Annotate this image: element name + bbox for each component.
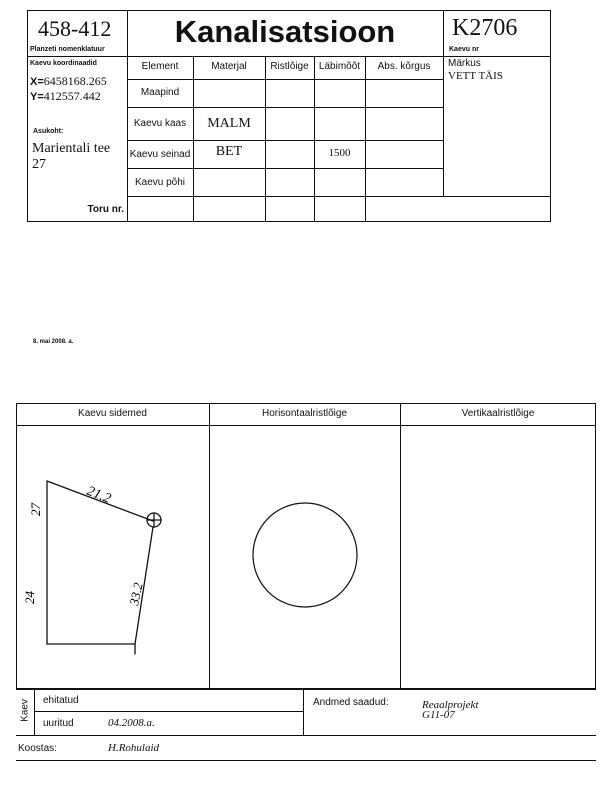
footer-side-label: Kaev	[19, 699, 31, 722]
footer-mid-divider	[303, 689, 304, 735]
table-header-divider	[127, 79, 443, 80]
coordinate-x-value: 6458168.265	[43, 74, 107, 88]
row-label-walls: Kaevu seinad	[129, 149, 191, 160]
row-label-ground: Maapind	[140, 87, 180, 98]
drawings-col-divider-2	[400, 403, 401, 689]
built-label: ehitatud	[43, 695, 79, 706]
coordinate-x	[30, 74, 107, 89]
table-col-divider-1	[193, 56, 194, 222]
footer-side-divider	[34, 689, 35, 735]
surveyed-date: 04.2008.a.	[108, 717, 155, 729]
table-col-divider-3	[314, 56, 315, 222]
compiled-label: Koostas:	[18, 743, 57, 754]
well-number-label: Kaevu nr	[449, 46, 479, 53]
footer-bottom-line	[16, 735, 596, 736]
table-col-divider-2	[265, 56, 266, 222]
drawing-header-vertical: Vertikaalristlõige	[461, 408, 535, 419]
coordinate-y	[30, 89, 101, 104]
drawing-header-connections: Kaevu sidemed	[78, 408, 147, 419]
row-label-cover: Kaevu kaas	[133, 118, 187, 129]
connections-sketch	[16, 426, 209, 688]
remarks-text: VETT TÄIS	[448, 70, 503, 82]
location-line2: 27	[32, 157, 46, 172]
document-title: Kanalisatsioon	[174, 14, 396, 49]
sketch-label-right: 33.2	[126, 581, 146, 607]
footer-row-divider	[34, 711, 303, 712]
footer-top-line	[16, 689, 596, 690]
horizontal-section	[210, 426, 400, 688]
nomenclature-number: 458-412	[38, 16, 112, 41]
location-line1: Marientali tee	[32, 141, 111, 156]
coordinate-y-value: 412557.442	[43, 89, 101, 103]
date-note: 8. mai 2008. a.	[33, 339, 74, 345]
col-header-diameter: Läbimõõt	[318, 61, 361, 72]
header-divider	[27, 56, 551, 57]
col-header-section: Ristlõige	[270, 61, 309, 72]
coordinate-x-prefix: X=	[30, 76, 44, 88]
table-row-divider-2	[127, 140, 443, 141]
sketch-label-top: 21.2	[84, 483, 113, 507]
walls-material: BET	[215, 144, 243, 159]
nomenclature-label: Planzeti nomenklatuur	[30, 46, 105, 53]
col-header-element: Element	[141, 61, 179, 72]
col-header-elevation: Abs. kõrgus	[377, 61, 431, 72]
compiled-by: H.Rohulaid	[108, 742, 160, 754]
col-header-material: Materjal	[211, 61, 247, 72]
row-label-bottom: Kaevu põhi	[134, 177, 186, 188]
footer-signature-line	[16, 760, 596, 761]
surveyed-label: uuritud	[43, 718, 74, 729]
table-row-divider-4	[127, 196, 551, 197]
table-col-divider-4	[365, 56, 366, 222]
table-row-divider-3	[127, 168, 443, 169]
sketch-label-upper-left: 27	[28, 503, 43, 516]
table-row-divider-1	[127, 107, 443, 108]
coordinates-label: Kaevu koordinaadid	[30, 60, 97, 67]
section-circle	[253, 503, 357, 607]
drawing-header-horizontal: Horisontaalristlõige	[261, 408, 348, 419]
well-number: K2706	[452, 15, 518, 41]
data-source-line1: Reaalprojekt	[422, 699, 479, 711]
pipe-number-label: Toru nr.	[87, 204, 124, 215]
data-source-label: Andmed saadud:	[313, 697, 389, 708]
walls-diameter: 1500	[328, 147, 351, 159]
location-label: Asukoht:	[33, 128, 64, 135]
sketch-label-lower-left: 24	[22, 591, 37, 604]
coordinate-y-prefix: Y=	[30, 91, 44, 103]
data-source-line2: G11-07	[422, 709, 455, 721]
header-right-divider	[443, 10, 444, 196]
remarks-label: Märkus	[448, 58, 481, 69]
cover-material: MALM	[207, 116, 251, 131]
